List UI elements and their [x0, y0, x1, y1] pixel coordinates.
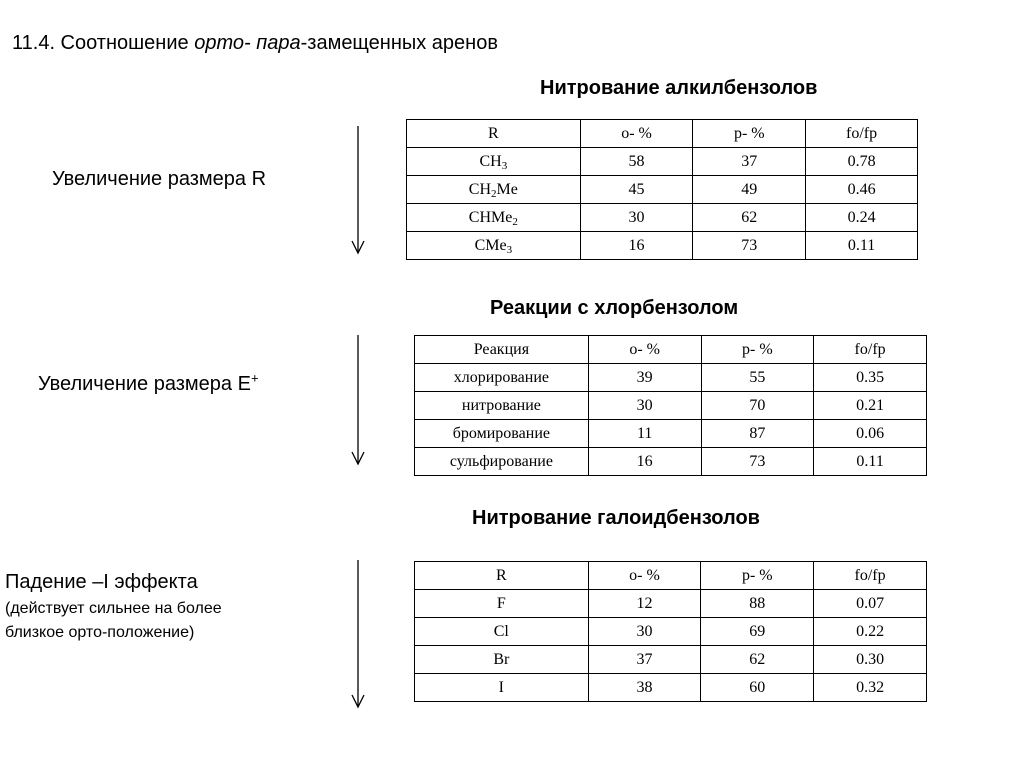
table-row: [415, 448, 927, 476]
substituent-cell: [407, 148, 581, 176]
table-cell: 62: [701, 646, 814, 674]
table-header-row: [407, 120, 918, 148]
table-cell: 87: [701, 420, 814, 448]
table-cell: I: [415, 674, 589, 702]
down-arrow-icon: [348, 126, 368, 256]
formula-base: CH: [479, 152, 502, 170]
formula-after: Me: [496, 180, 518, 198]
header-cell: fo/fp: [806, 120, 918, 148]
table-cell: 49: [693, 176, 806, 204]
header-cell: Реакция: [415, 336, 589, 364]
table-cell: 0.07: [814, 590, 927, 618]
alkylbenzene-table: [406, 119, 918, 260]
header-cell: o- %: [588, 336, 701, 364]
substituent-cell: [407, 176, 581, 204]
table-cell: 30: [588, 392, 701, 420]
table-row: [415, 392, 927, 420]
header-cell: o- %: [580, 120, 693, 148]
table-cell: 88: [701, 590, 814, 618]
table-header-row: [415, 336, 927, 364]
table-cell: 16: [580, 232, 693, 260]
table-cell: 38: [588, 674, 701, 702]
header-cell: fo/fp: [814, 336, 927, 364]
table-cell: Br: [415, 646, 589, 674]
section3-side-note-line1: (действует сильнее на более: [5, 600, 222, 617]
table-row: [415, 420, 927, 448]
formula-base: CMe: [474, 236, 507, 254]
section2-side-label-sup: +: [250, 370, 259, 386]
table-cell: 0.11: [806, 232, 918, 260]
table-cell: 62: [693, 204, 806, 232]
table-cell: 11: [588, 420, 701, 448]
section2-heading: Реакции с хлорбензолом: [490, 297, 739, 319]
table-cell: 0.35: [814, 364, 927, 392]
formula-base: CH: [468, 180, 492, 198]
header-cell: R: [407, 120, 581, 148]
formula-subscript: 2: [491, 187, 497, 200]
table-cell: 30: [588, 618, 701, 646]
header-cell: R: [415, 562, 589, 590]
title-suffix: -замещенных аренов: [300, 32, 498, 54]
table-cell: 0.32: [814, 674, 927, 702]
section3-side-label: Падение –I эффекта: [5, 571, 198, 593]
table-cell: 73: [693, 232, 806, 260]
table-cell: Cl: [415, 618, 589, 646]
header-cell: o- %: [588, 562, 701, 590]
table-cell: 0.46: [806, 176, 918, 204]
section3-side-note-line2: близкое орто-положение): [5, 624, 195, 641]
header-cell: fo/fp: [814, 562, 927, 590]
table-row: [415, 590, 927, 618]
table-cell: 0.11: [814, 448, 927, 476]
header-cell: p- %: [701, 562, 814, 590]
substituent-cell: [407, 232, 581, 260]
table-cell: 70: [701, 392, 814, 420]
table-cell: 0.30: [814, 646, 927, 674]
section1-side-label: Увеличение размера R: [52, 168, 267, 190]
table-cell: 37: [588, 646, 701, 674]
down-arrow-icon: [348, 335, 368, 467]
table-cell: 39: [588, 364, 701, 392]
table-cell: 30: [580, 204, 693, 232]
page-title: [12, 32, 498, 55]
title-prefix: 11.4. Соотношение: [12, 32, 195, 54]
table-row: [415, 646, 927, 674]
table-header-row: [415, 562, 927, 590]
table-cell: 0.22: [814, 618, 927, 646]
table-row: [415, 618, 927, 646]
section2-side-label: [38, 370, 259, 396]
table-row: [415, 364, 927, 392]
header-cell: p- %: [701, 336, 814, 364]
formula-subscript: 3: [501, 159, 508, 172]
table-cell: 12: [588, 590, 701, 618]
table-cell: хлорирование: [415, 364, 589, 392]
table-cell: 58: [580, 148, 693, 176]
table-row: [407, 204, 918, 232]
table-cell: 0.21: [814, 392, 927, 420]
title-ortho: орто-: [194, 32, 251, 54]
table-cell: 37: [693, 148, 806, 176]
table-cell: 55: [701, 364, 814, 392]
formula-base: CHMe: [468, 208, 513, 226]
halobenzene-table: [414, 561, 927, 702]
table-cell: нитрование: [415, 392, 589, 420]
table-row: [415, 674, 927, 702]
substituent-cell: [407, 204, 581, 232]
table-cell: бромирование: [415, 420, 589, 448]
formula-subscript: 2: [512, 215, 518, 228]
section1-heading: Нитрование алкилбензолов: [540, 77, 818, 99]
table-row: [407, 176, 918, 204]
table-cell: сульфирование: [415, 448, 589, 476]
down-arrow-icon: [348, 560, 368, 710]
formula-subscript: 3: [506, 243, 513, 256]
section2-side-label-text: Увеличение размера E: [38, 373, 251, 395]
table-cell: 73: [701, 448, 814, 476]
table-row: [407, 148, 918, 176]
table-cell: 0.06: [814, 420, 927, 448]
table-cell: 16: [588, 448, 701, 476]
table-cell: 45: [580, 176, 693, 204]
table-cell: 60: [701, 674, 814, 702]
section3-heading: Нитрование галоидбензолов: [472, 507, 760, 529]
table-cell: 0.78: [806, 148, 918, 176]
table-row: [407, 232, 918, 260]
header-cell: p- %: [693, 120, 806, 148]
table-cell: 0.24: [806, 204, 918, 232]
title-para: пара: [256, 32, 301, 54]
table-cell: F: [415, 590, 589, 618]
chlorobenzene-table: [414, 335, 927, 476]
table-cell: 69: [701, 618, 814, 646]
